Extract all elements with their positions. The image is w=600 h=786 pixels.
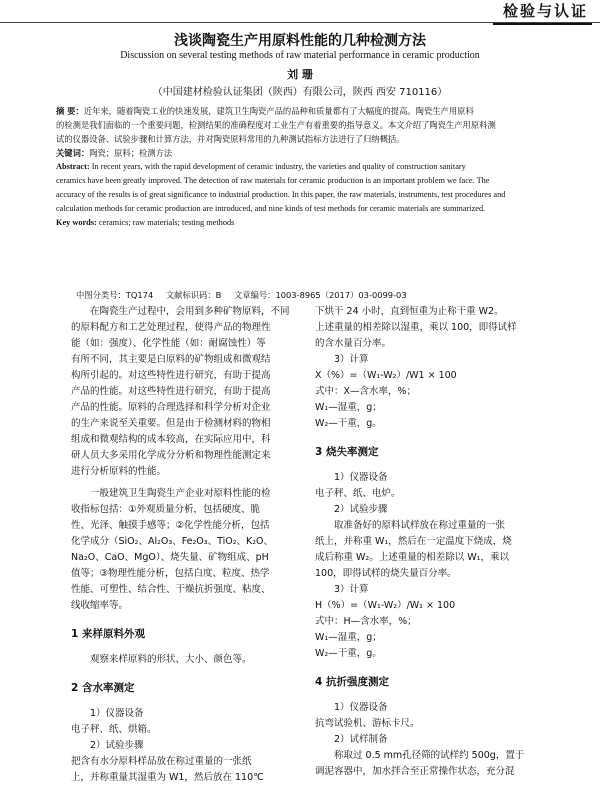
formula-def: W₂—干重，g。	[315, 648, 382, 659]
intro-line: 性能、可塑性、结合性、干燥抗折强度、粘度、	[71, 584, 271, 595]
formula-def: W₁—湿重，g；	[315, 402, 382, 413]
intro-line: 有所不同，其主要是白原料的矿物组成和微观结	[71, 354, 271, 365]
author: 刘 珊	[287, 68, 313, 81]
abstract-en-label: Abstract:	[56, 162, 90, 171]
intro-line: 的原料配方和工艺处理过程，使得产品的物理性	[71, 322, 271, 333]
section-1-text: 观察来样原料的形状、大小、颜色等。	[90, 654, 252, 665]
subheading: 1）仪器设备	[334, 472, 388, 483]
intro-line: 产品的性能。对这些特性进行研究，有助于提高	[71, 386, 271, 397]
clc-number: 中图分类号：TQ174	[76, 290, 154, 300]
intro-line: 线收缩率等。	[71, 600, 129, 611]
intro-line: 化学成分（SiO₂、Al₂O₃、Fe₂O₃、TiO₂、K₂O、	[71, 536, 274, 547]
intro-line: 收指标包括：①外观质量分析，包括硬度、脆	[71, 504, 261, 515]
formula-def: W₂—干重，g。	[315, 418, 382, 429]
subheading: 3）计算	[334, 584, 369, 595]
intro-line: 产品的性能。原料的合理选择和科学分析对企业	[71, 402, 271, 413]
step-line: 上，并称重量其湿重为 W1，然后放在 110℃	[71, 772, 264, 783]
intro-line: 值等；③物理性能分析，包括白度、粒度、热学	[71, 568, 270, 579]
section-heading-1: 1 来样原料外观	[71, 628, 145, 640]
formula: X（%）=（W₁-W₂）/W1 × 100	[315, 370, 457, 381]
step-line: 称取过 0.5 mm孔径筛的试样约 500g，置于	[334, 750, 525, 761]
article-number: 文章编号：1003-8965（2017）03-0099-03	[233, 290, 407, 300]
intro-line: 能（如：强度）、化学性能（如：耐腐蚀性）等	[71, 338, 266, 349]
section-heading-2: 2 含水率测定	[71, 682, 135, 694]
intro-line: 在陶瓷生产过程中，会用到多种矿物原料，不同	[90, 306, 290, 317]
step-line: 100，即得试样的烧失量百分率。	[315, 568, 457, 579]
header-rule	[0, 22, 600, 23]
abstract-cn-label: 摘 要：	[56, 106, 84, 116]
formula-def: 式中：X—含水率，%；	[315, 386, 417, 397]
intro-line: 一般建筑卫生陶瓷生产企业对原料性能的检	[90, 488, 271, 499]
formula-def: 式中：H—含水率，%；	[315, 616, 417, 627]
equipment-text: 抗弯试验机、游标卡尺。	[315, 718, 420, 729]
keywords-cn	[56, 146, 560, 160]
abstract-en-line: calculation methods for ceramic production are introduced, and nine kinds of test methods for ceramic materials are summarized.	[56, 204, 486, 213]
subheading: 3）计算	[334, 354, 369, 365]
subheading: 2）试验步骤	[334, 504, 388, 515]
abstract-en-text: In recent years, with the rapid development of ceramic industry, the varieties and quality of construction sanitary	[91, 162, 466, 171]
intro-line: 性、光泽、触摸手感等；②化学性能分析，包括	[71, 520, 270, 531]
step-line: 上述重量的相差除以湿重，乘以 100，即得试样	[315, 322, 517, 333]
subheading: 2）试样制备	[334, 734, 388, 745]
intro-line: 研人员大多采用化学成分分析和物理性能测定来	[71, 450, 271, 461]
abstract-block	[56, 104, 560, 230]
equipment-text: 电子秤、纸、烘箱。	[71, 724, 157, 735]
abstract-cn-line: 试的仪器设备、试验步骤和计算方法，并对陶瓷原料常用的九种测试指标方法进行了归纳概括。	[56, 134, 405, 144]
step-line: 的含水量百分率。	[315, 338, 392, 349]
section-tag: 检验与认证	[493, 0, 592, 25]
subheading: 2）试验步骤	[90, 740, 144, 751]
paper-title: 浅谈陶瓷生产用原料性能的几种检测方法	[174, 33, 426, 49]
intro-line: 构所引起的。对这些特性进行研究，有助于提高	[71, 370, 271, 381]
formula-def: W₁—湿重，g；	[315, 632, 382, 643]
intro-line: 进行分析原料的性能。	[71, 466, 167, 477]
classification-line	[76, 289, 560, 301]
left-column	[71, 304, 305, 786]
keywords-en-label: Key words:	[56, 218, 97, 227]
paper-title-en: Discussion on several testing methods of raw material performance in ceramic production	[120, 50, 480, 61]
step-line: 调泥容器中，加水拌合至正常操作状态，充分混	[315, 766, 515, 777]
abstract-en-line: accuracy of the results is of great significance to industrial production. In this paper, the raw materials, instruments, test procedures and	[56, 190, 506, 199]
abstract-cn-line: 的检测是我们面临的一个重要问题，检测结果的准确程度对工业生产有着重要的指导意义。本文介绍了陶瓷生产用原料测	[56, 120, 496, 130]
right-column	[315, 304, 555, 780]
keywords-cn-label: 关键词：	[56, 148, 90, 158]
keywords-en	[56, 216, 560, 230]
step-line: 纸上，并称重 W₁，然后在一定温度下烧成，烧	[315, 536, 512, 547]
keywords-cn-text: 陶瓷；原料；检测方法	[89, 148, 173, 158]
affiliation: （中国建材检验认证集团（陕西）有限公司，陕西 西安 710116）	[152, 87, 448, 98]
abstract-cn-line	[56, 104, 560, 118]
formula: H（%）=（W₁-W₂）/W₁ × 100	[315, 600, 456, 611]
step-line: 把含有水分原料样品放在称过重量的一张纸	[71, 756, 252, 767]
intro-line: Na₂O、CaO、MgO）、烧失量、矿物组成、pH	[71, 552, 269, 563]
section-heading-4: 4 抗折强度测定	[315, 676, 389, 688]
document-code: 文献标识码：B	[165, 290, 222, 300]
keywords-en-text: ceramics; raw materials; testing methods	[98, 218, 235, 227]
abstract-cn-text: 近年来，随着陶瓷工业的快速发展，建筑卫生陶瓷产品的品种和质量都有了大幅度的提高。陶瓷生产用原料	[83, 106, 474, 116]
step-line: 下烘干 24 小时，直到恒重为止称干重 W2。	[315, 306, 504, 317]
subheading: 1）仪器设备	[90, 708, 144, 719]
subheading: 1）仪器设备	[334, 702, 388, 713]
step-line: 取准备好的原料试样放在称过重量的一张	[334, 520, 506, 531]
equipment-text: 电子秤、纸、电炉。	[315, 488, 401, 499]
step-line: 成后称重 W₂。上述重量的相差除以 W₁，乘以	[315, 552, 509, 563]
abstract-en-line: ceramics have been greatly improved. The detection of raw materials for ceramic production is an important problem we face. The	[56, 176, 490, 185]
section-heading-3: 3 烧失率测定	[315, 446, 379, 458]
intro-line: 的生产来说至关重要。但是由于检测材料的物相	[71, 418, 271, 429]
intro-line: 组成和微观结构的成本较高，在实际应用中，科	[71, 434, 271, 445]
abstract-en-line	[56, 160, 560, 174]
